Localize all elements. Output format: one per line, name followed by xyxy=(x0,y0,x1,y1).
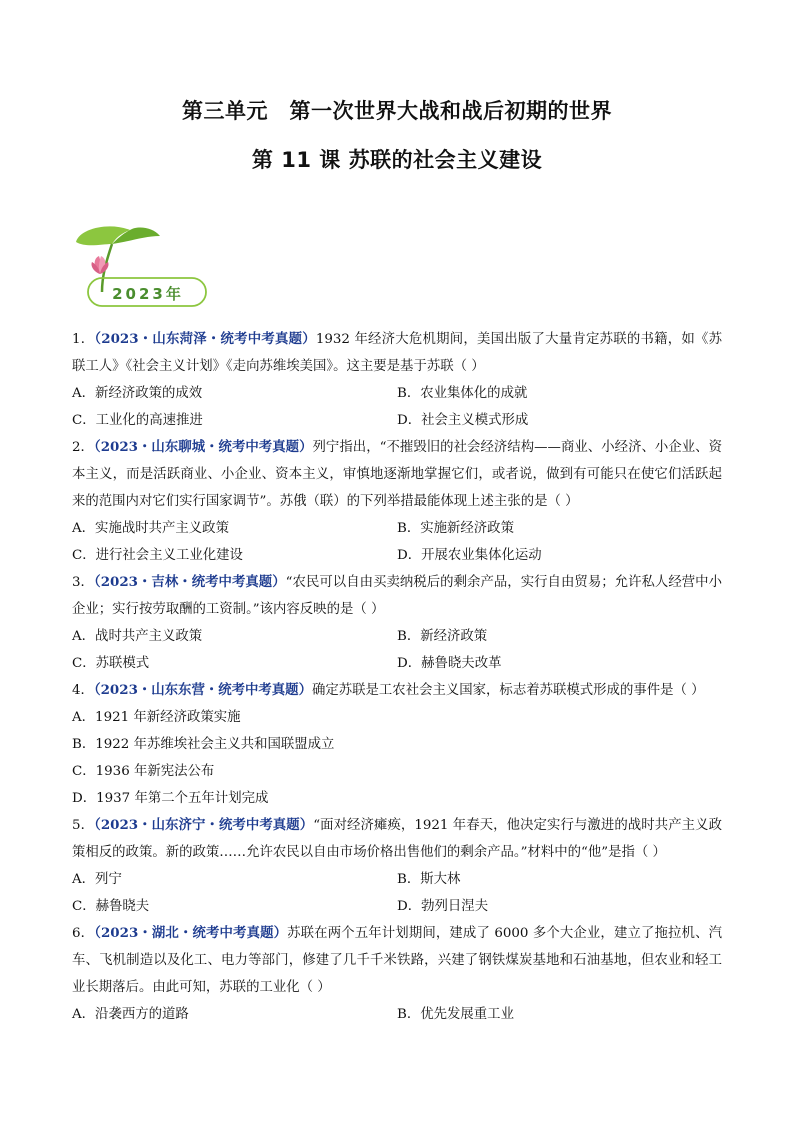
question-stem: “农民可以自由买卖纳税后的剩余产品，实行自由贸易；允许私人经营中小企业；实行按劳取酬的工资制。”该内容反映的是（ ） xyxy=(72,575,722,617)
option-b: B．实施新经济政策 xyxy=(397,521,514,536)
question-2 xyxy=(72,434,722,569)
option-d: D．社会主义模式形成 xyxy=(397,413,529,428)
option-a: A．战时共产主义政策 xyxy=(72,629,203,644)
question-source: （2023・山东东营・统考中考真题） xyxy=(93,682,312,698)
option-c: C．苏联模式 xyxy=(72,656,150,671)
option-b: B．斯大林 xyxy=(397,872,461,887)
question-5 xyxy=(72,812,722,920)
option-b: B．农业集体化的成就 xyxy=(397,386,528,401)
question-number: 2． xyxy=(72,440,94,455)
question-6 xyxy=(72,920,722,1028)
question-stem: 确定苏联是工农社会主义国家，标志着苏联模式形成的事件是（ ） xyxy=(311,683,705,698)
question-stem: 1932 年经济大危机期间，美国出版了大量肯定苏联的书籍，如《苏联工人》《社会主义计划》《走向苏维埃美国》。这主要是基于苏联（ ） xyxy=(72,332,722,374)
option-d: D．勃列日涅夫 xyxy=(397,899,489,914)
option-d: D．赫鲁晓夫改革 xyxy=(397,656,502,671)
unit-title: 第三单元 第一次世界大战和战后初期的世界 xyxy=(182,99,612,123)
lesson-title: 第 11 课 苏联的社会主义建设 xyxy=(251,148,543,172)
question-number: 6． xyxy=(72,926,95,941)
question-list xyxy=(72,326,722,1028)
year-badge-label: 2023年 xyxy=(112,285,184,303)
option-c: C．进行社会主义工业化建设 xyxy=(72,548,243,563)
option-a: A．新经济政策的成效 xyxy=(72,386,203,401)
option-d: D．开展农业集体化运动 xyxy=(397,548,542,563)
question-number: 4． xyxy=(72,683,94,698)
option-c: C．赫鲁晓夫 xyxy=(72,899,150,914)
option-b: B．优先发展重工业 xyxy=(397,1007,514,1022)
option-c: C．1936 年新宪法公布 xyxy=(72,764,215,779)
question-source: （2023・吉林・统考中考真题） xyxy=(93,574,286,590)
year-badge xyxy=(72,222,212,308)
question-number: 1． xyxy=(72,332,95,347)
option-a: A．1921 年新经济政策实施 xyxy=(72,710,241,725)
option-d: D．1937 年第二个五年计划完成 xyxy=(72,791,269,806)
option-a: A．实施战时共产主义政策 xyxy=(72,521,229,536)
question-number: 3． xyxy=(72,575,94,590)
question-source: （2023・山东济宁・统考中考真题） xyxy=(94,817,314,833)
question-source: （2023・湖北・统考中考真题） xyxy=(94,925,288,941)
option-a: A．沿袭西方的道路 xyxy=(72,1007,189,1022)
question-1 xyxy=(72,326,722,434)
option-b: B．1922 年苏维埃社会主义共和国联盟成立 xyxy=(72,737,335,752)
question-4 xyxy=(72,677,722,812)
question-number: 5． xyxy=(72,818,95,833)
question-3 xyxy=(72,569,722,677)
option-c: C．工业化的高速推进 xyxy=(72,413,203,428)
question-stem: “面对经济瘫痪，1921 年春天，他决定实行与激进的战时共产主义政策相反的政策。新的政策……允许农民以自由市场价格出售他们的剩余产品。”材料中的“他”是指（ ） xyxy=(72,818,722,860)
question-stem: 列宁指出，“不摧毁旧的社会经济结构——商业、小经济、小企业、资本主义，而是活跃商业、小企业、资本主义，审慎地逐渐地掌握它们，或者说，做到有可能只在使它们活跃起来的范围内对它们实行国家调节”。苏俄（联）的下列举措最能体现上述主张的是（ ） xyxy=(72,440,722,509)
option-b: B．新经济政策 xyxy=(397,629,488,644)
option-a: A．列宁 xyxy=(72,872,122,887)
question-stem: 苏联在两个五年计划期间，建成了 6000 多个大企业，建立了拖拉机、汽车、飞机制造以及化工、电力等部门，修建了几千千米铁路，兴建了钢铁煤炭基地和石油基地，但农业和轻工业长期落后。由此可知，苏联的工业化（ ） xyxy=(72,926,722,995)
question-source: （2023・山东聊城・统考中考真题） xyxy=(93,439,313,455)
question-source: （2023・山东菏泽・统考中考真题） xyxy=(94,331,316,347)
